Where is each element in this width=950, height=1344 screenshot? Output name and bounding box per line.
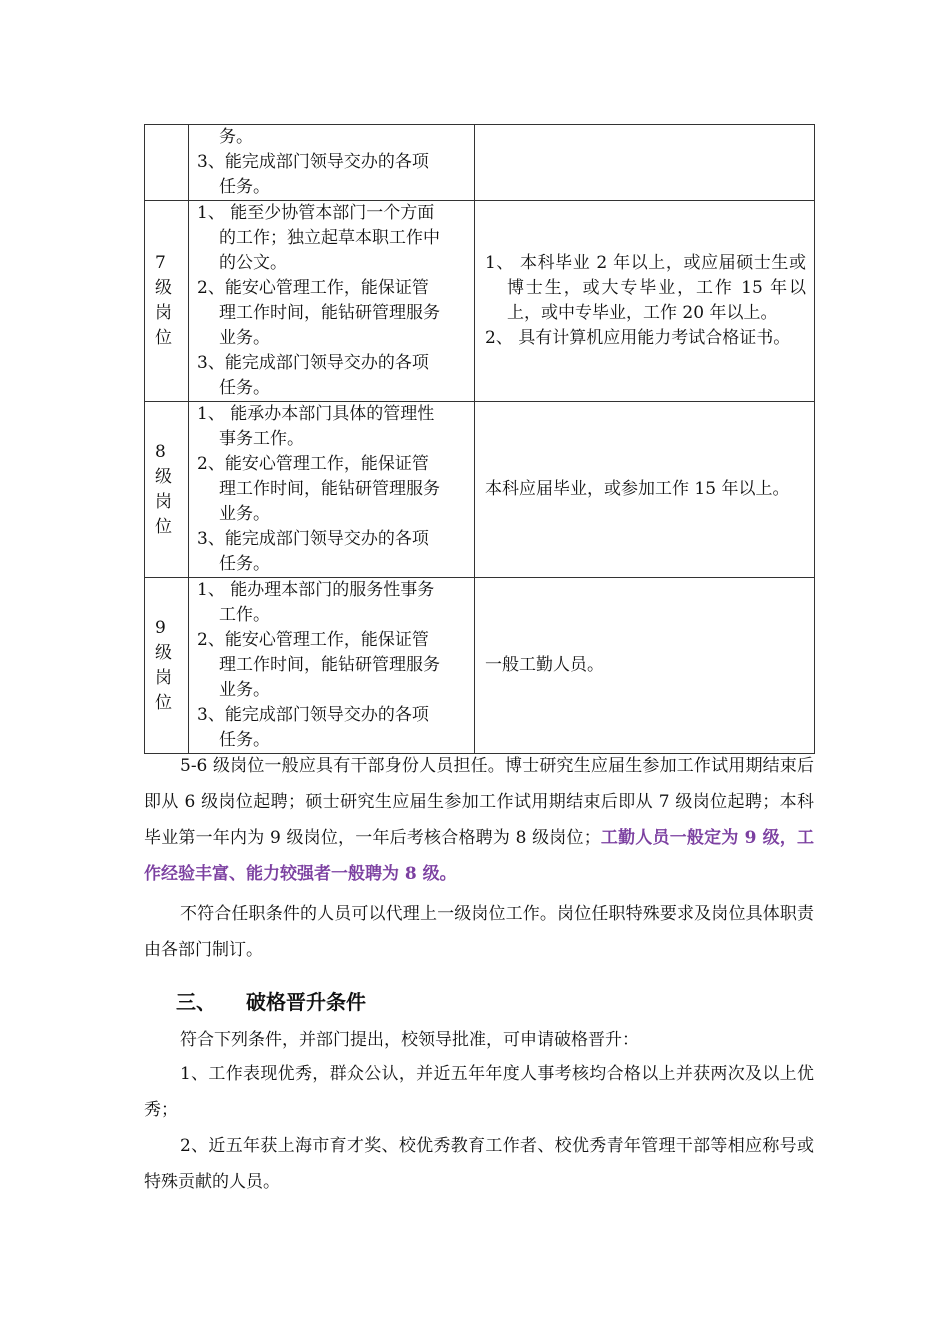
level-char: 岗 [155, 491, 172, 512]
level-char: 级 [155, 466, 172, 487]
level-char: 8 [155, 441, 166, 462]
level-char: 岗 [155, 667, 172, 688]
level-char: 7 [155, 253, 166, 273]
duty-text: 工作。 [219, 605, 270, 625]
duties-cell [189, 578, 475, 754]
section-title: 破格晋升条件 [246, 990, 366, 1014]
level-cell [145, 201, 189, 402]
duty-text: 的公文。 [219, 253, 287, 273]
duty-text: 3、能完成部门领导交办的各项 [197, 529, 429, 549]
requirements-cell [475, 201, 815, 402]
level-cell [145, 578, 189, 754]
duty-text: 2、能安心管理工作，能保证管 [197, 278, 429, 298]
duties-cell [189, 125, 475, 201]
table-row-level-7 [145, 201, 815, 402]
paragraph-position-appointment [144, 748, 814, 892]
requirements-cell [475, 402, 815, 578]
requirement-text: 1、 本科毕业 2 年以上，或应届硕士生或博士生，或大专毕业，工作 15 年以上，或中专毕业，工作 20 年以上。 [485, 253, 806, 323]
duties-cell [189, 201, 475, 402]
duty-text: 业务。 [219, 328, 270, 348]
requirement-text: 2、 具有计算机应用能力考试合格证书。 [485, 328, 791, 348]
duty-text: 任务。 [219, 730, 270, 750]
duty-text: 1、 能承办本部门具体的管理性 [197, 404, 435, 424]
level-char: 岗 [155, 303, 172, 323]
duty-text: 业务。 [219, 680, 270, 700]
duty-text: 理工作时间，能钻研管理服务 [219, 303, 440, 323]
paragraph-text: 5-6 级岗位一般应具有干部身份人员担任。博士研究生应届生参加工作试用期结束后即从 6 级岗位起聘；硕士研究生应届生参加工作试用期结束后即从 7 级岗位起聘；本科毕业第一年内为 9 级岗位，一年后考核合格聘为 8 级岗位； [144, 756, 814, 848]
requirements-cell-empty [475, 125, 815, 201]
paragraph-text: 1、工作表现优秀，群众公认，并近五年年度人事考核均合格以上并获两次及以上优秀； [144, 1064, 814, 1120]
requirement-text: 一般工勤人员。 [485, 655, 604, 675]
duty-text: 1、 能至少协管本部门一个方面 [197, 203, 435, 223]
duty-text: 3、能完成部门领导交办的各项 [197, 353, 429, 373]
requirements-cell [475, 578, 815, 754]
position-requirements-table [144, 124, 815, 754]
paragraph-condition-1 [144, 1056, 814, 1128]
duties-cell [189, 402, 475, 578]
paragraph-text: 符合下列条件，并部门提出，校领导批准，可申请破格晋升： [180, 1030, 639, 1050]
table-row-level-8 [145, 402, 815, 578]
level-char: 级 [155, 278, 172, 298]
level-char: 位 [155, 516, 172, 537]
level-cell [145, 402, 189, 578]
duty-text: 3、能完成部门领导交办的各项 [197, 152, 429, 172]
table-row-level-9 [145, 578, 815, 754]
level-char: 级 [155, 642, 172, 663]
paragraph-condition-2 [144, 1128, 814, 1200]
duty-text: 任务。 [219, 378, 270, 398]
level-cell-empty [145, 125, 189, 201]
paragraph-acting-position [144, 896, 814, 968]
duty-text: 的工作；独立起草本职工作中 [219, 228, 440, 248]
duty-text: 理工作时间，能钻研管理服务 [219, 479, 440, 499]
highlighted-text: 工勤人员一般定为 9 级，工作经验丰富、能力较强者一般聘为 8 级。 [144, 828, 814, 884]
duty-text: 务。 [219, 127, 253, 147]
duty-text: 事务工作。 [219, 429, 304, 449]
section-heading [176, 986, 366, 1015]
level-char: 9 [155, 617, 166, 638]
paragraph-intro [144, 1022, 814, 1058]
duty-text: 业务。 [219, 504, 270, 524]
paragraph-text: 不符合任职条件的人员可以代理上一级岗位工作。岗位任职特殊要求及岗位具体职责由各部门制订。 [144, 904, 814, 960]
table-row-continued [145, 125, 815, 201]
paragraph-text: 2、近五年获上海市育才奖、校优秀教育工作者、校优秀青年管理干部等相应称号或特殊贡献的人员。 [144, 1136, 814, 1192]
level-char: 位 [155, 692, 172, 713]
duty-text: 任务。 [219, 177, 270, 197]
duty-text: 3、能完成部门领导交办的各项 [197, 705, 429, 725]
duty-text: 1、 能办理本部门的服务性事务 [197, 580, 435, 600]
requirement-text: 本科应届毕业，或参加工作 15 年以上。 [485, 479, 790, 499]
duty-text: 2、能安心管理工作，能保证管 [197, 454, 429, 474]
duty-text: 2、能安心管理工作，能保证管 [197, 630, 429, 650]
duty-text: 理工作时间，能钻研管理服务 [219, 655, 440, 675]
duty-text: 任务。 [219, 554, 270, 574]
level-char: 位 [155, 328, 172, 348]
section-number: 三、 [176, 990, 216, 1014]
